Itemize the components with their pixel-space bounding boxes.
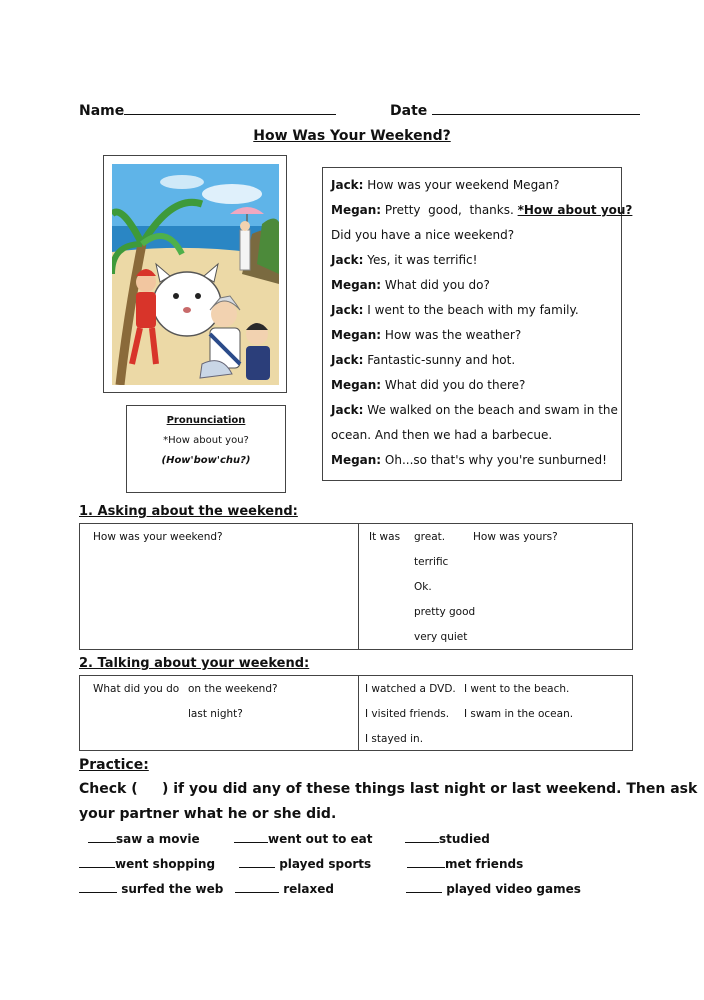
section2-answer: I swam in the ocean. [464,708,574,720]
activity-checkbox[interactable]: met friends [407,857,523,871]
page-title: How Was Your Weekend? [253,128,451,144]
illustration-frame [103,155,287,393]
dialogue-line: Megan: How was the weather? [331,328,522,342]
section2-table [79,675,633,751]
pronunciation-heading: Pronunciation [166,415,246,426]
section2-question: What did you do [93,683,180,695]
section2-answer: I stayed in. [365,733,424,745]
section1-follow-up: How was yours? [473,531,558,543]
section2-heading: 2. Talking about your weekend: [79,656,310,671]
date-field[interactable] [390,103,640,119]
section1-heading: 1. Asking about the weekend: [79,504,298,519]
dialogue-line: Jack: I went to the beach with my family. [331,303,579,317]
section2-question-option: last night? [188,708,243,720]
practice-instruction: Check ( ) if you did any of these things last night or last weekend. Then ask [79,781,698,797]
section2-answer: I visited friends. [365,708,450,720]
dialogue-line: Megan: What did you do? [331,278,490,292]
date-label: Date [390,103,428,119]
activity-checkbox[interactable]: went out to eat [234,832,373,846]
pronunciation-sounds-like: (How'bow'chu?) [161,455,251,466]
dialogue-line: Megan: What did you do there? [331,378,526,392]
practice-instruction: your partner what he or she did. [79,806,337,822]
activity-checkbox[interactable]: relaxed [235,882,334,896]
activity-checkbox[interactable]: surfed the web [79,882,223,896]
anime-beach-illustration [112,164,279,385]
activity-checkbox[interactable]: saw a movie [88,832,200,846]
date-line[interactable] [432,103,640,115]
section1-table [79,523,633,650]
name-line[interactable] [124,103,336,115]
dialogue-line: Jack: Fantastic-sunny and hot. [331,353,516,367]
dialogue-line: Jack: We walked on the beach and swam in the [331,403,618,417]
section2-question-option: on the weekend? [188,683,278,695]
name-label: Name [79,103,125,119]
section1-answer: great. [414,531,446,543]
section1-answer-lead: It was [369,531,401,543]
dialogue-line: Did you have a nice weekend? [331,228,515,242]
dialogue-line: Jack: Yes, it was terrific! [331,253,478,267]
activity-checkbox[interactable]: played video games [406,882,581,896]
section1-answer: very quiet [414,631,468,643]
activity-checkbox[interactable]: studied [405,832,490,846]
section2-answer: I watched a DVD. [365,683,456,695]
name-field[interactable] [79,103,336,119]
practice-heading: Practice: [79,757,149,773]
section1-answer: Ok. [414,581,432,593]
dialogue-line: Megan: Pretty good, thanks. *How about you? [331,203,633,217]
dialogue-line: Jack: How was your weekend Megan? [331,178,560,192]
section1-answer: pretty good [414,606,476,618]
pronunciation-phrase: *How about you? [163,435,249,446]
dialogue-line: Megan: Oh...so that's why you're sunburned! [331,453,607,467]
pronunciation-box [126,405,286,493]
activity-checkbox[interactable]: played sports [239,857,371,871]
dialogue-line: ocean. And then we had a barbecue. [331,428,553,442]
section1-question: How was your weekend? [93,531,223,543]
dialogue-box [322,167,633,481]
activity-checkbox[interactable]: went shopping [79,857,215,871]
section2-answer: I went to the beach. [464,683,570,695]
section1-answer: terrific [414,556,449,568]
